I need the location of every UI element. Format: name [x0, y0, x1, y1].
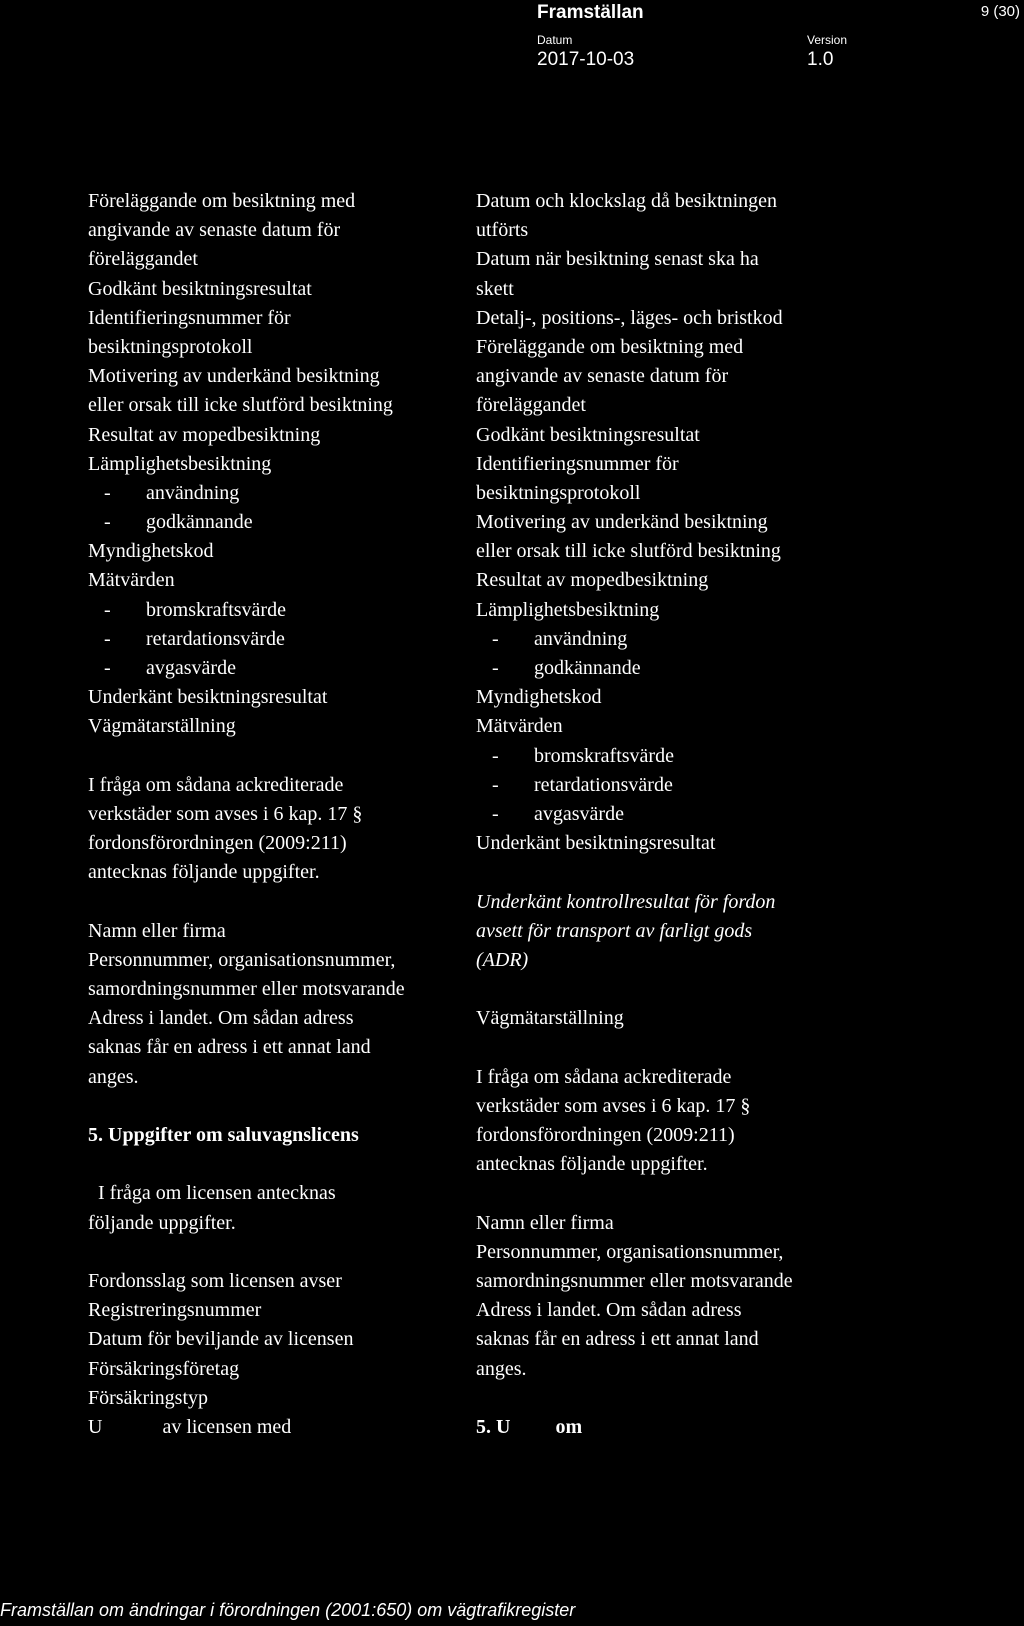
right-dash-item: - godkännande [492, 657, 641, 679]
left-paragraph-line: verkstäder som avses i 6 kap. 17 § [88, 802, 363, 825]
left-paragraph-line: I fråga om sådana ackrediterade [88, 773, 344, 796]
right-line: Namn eller firma [476, 1211, 614, 1234]
right-line: skett [476, 277, 514, 300]
left-line: Lämplighetsbesiktning [88, 452, 272, 475]
right-paragraph-line: I fråga om sådana ackrediterade [476, 1065, 732, 1088]
left-line: Mätvärden [88, 569, 175, 592]
version-value: 1.0 [807, 49, 834, 70]
right-italic-line: avsett för transport av farligt gods [476, 919, 753, 942]
date-value: 2017-10-03 [537, 49, 635, 70]
left-line: Personnummer, organisationsnummer, [88, 948, 396, 971]
left-dash-item: - retardationsvärde [104, 627, 285, 650]
left-line: eller orsak till icke slutförd besiktning [88, 394, 393, 417]
left-line: Myndighetskod [88, 540, 214, 563]
section-heading: 5. Uppgifter om saluvagnslicens [88, 1124, 359, 1146]
left-paragraph-line: fordonsförordningen (2009:211) [88, 832, 347, 855]
document-title: Framställan [537, 2, 644, 23]
right-line: föreläggandet [476, 394, 586, 417]
left-line: I fråga om licensen antecknas [98, 1182, 336, 1205]
left-line: Fordonsslag som licensen avser [88, 1269, 342, 1292]
version-label: Version [807, 33, 848, 47]
left-line: Vägmätarställning [88, 715, 236, 738]
left-line: saknas får en adress i ett annat land [88, 1036, 371, 1059]
right-paragraph-line: verkstäder som avses i 6 kap. 17 § [476, 1094, 751, 1117]
right-line: Lämplighetsbesiktning [476, 598, 660, 621]
left-line: Adress i landet. Om sådan adress [88, 1007, 354, 1030]
right-line: eller orsak till icke slutförd besiktning [476, 540, 781, 563]
left-line: angivande av senaste datum för [88, 219, 341, 242]
right-line: Vägmätarställning [476, 1007, 624, 1030]
left-line: Försäkringsföretag [88, 1357, 240, 1380]
right-line: utförts [476, 219, 529, 242]
page-number: 9 (30) [980, 3, 1020, 20]
right-line: Underkänt besiktningsresultat [476, 832, 716, 855]
left-line: Godkänt besiktningsresultat [88, 277, 312, 300]
right-dash-item: - användning [492, 627, 628, 650]
left-dash-item: - bromskraftsvärde [104, 598, 286, 621]
section-heading: 5. U om [476, 1415, 583, 1438]
left-line: Försäkringstyp [88, 1386, 208, 1409]
left-line: Identifieringsnummer för [88, 306, 291, 329]
right-line: besiktningsprotokoll [476, 481, 641, 504]
right-italic-line: Underkänt kontrollresultat för fordon [476, 890, 776, 913]
right-line: Godkänt besiktningsresultat [476, 423, 700, 446]
right-dash-item: - bromskraftsvärde [492, 744, 674, 767]
left-paragraph-line: antecknas följande uppgifter. [88, 861, 320, 884]
right-line: Mätvärden [476, 715, 563, 738]
right-line: Adress i landet. Om sådan adress [476, 1299, 742, 1322]
right-line: samordningsnummer eller motsvarande [476, 1269, 793, 1292]
right-line: Personnummer, organisationsnummer, [476, 1240, 784, 1263]
right-column [476, 187, 793, 1442]
right-line: Identifieringsnummer för [476, 452, 679, 475]
right-line: anges. [476, 1357, 527, 1380]
right-line: Datum när besiktning senast ska ha [476, 248, 759, 271]
footer-title: Framställan om ändringar i förordningen (2001:650) om vägtrafikregister [0, 1600, 576, 1620]
left-line: samordningsnummer eller motsvarande [88, 978, 405, 1001]
right-paragraph-line: antecknas följande uppgifter. [476, 1153, 708, 1176]
left-line: Resultat av mopedbesiktning [88, 423, 321, 446]
left-line: Datum för beviljande av licensen [88, 1328, 354, 1351]
left-line: Registreringsnummer [88, 1299, 262, 1322]
right-line: Motivering av underkänd besiktning [476, 511, 768, 534]
left-line: besiktningsprotokoll [88, 335, 253, 358]
left-line: följande uppgifter. [88, 1211, 236, 1234]
right-dash-item: - avgasvärde [492, 802, 624, 825]
left-line: Föreläggande om besiktning med [88, 190, 356, 212]
left-dash-item: - användning [104, 481, 240, 504]
left-line: anges. [88, 1065, 139, 1088]
right-line: Datum och klockslag då besiktningen [476, 190, 778, 212]
right-line: saknas får en adress i ett annat land [476, 1328, 759, 1351]
left-dash-item: - avgasvärde [104, 657, 236, 679]
left-line: U av licensen med [88, 1415, 292, 1438]
right-line: Detalj-, positions-, läges- och bristkod [476, 306, 783, 329]
left-line: Namn eller firma [88, 919, 226, 942]
right-paragraph-line: fordonsförordningen (2009:211) [476, 1124, 735, 1146]
date-label: Datum [537, 33, 573, 47]
right-line: Myndighetskod [476, 686, 602, 709]
right-line: Föreläggande om besiktning med [476, 335, 744, 358]
right-dash-item: - retardationsvärde [492, 773, 673, 796]
left-dash-item: - godkännande [104, 511, 253, 534]
right-line: angivande av senaste datum för [476, 365, 729, 388]
left-line: föreläggandet [88, 248, 198, 271]
right-line: Resultat av mopedbesiktning [476, 569, 709, 592]
left-line: Motivering av underkänd besiktning [88, 365, 380, 388]
left-column [88, 187, 405, 1442]
right-italic-line: (ADR) [476, 948, 529, 971]
left-line: Underkänt besiktningsresultat [88, 686, 328, 709]
